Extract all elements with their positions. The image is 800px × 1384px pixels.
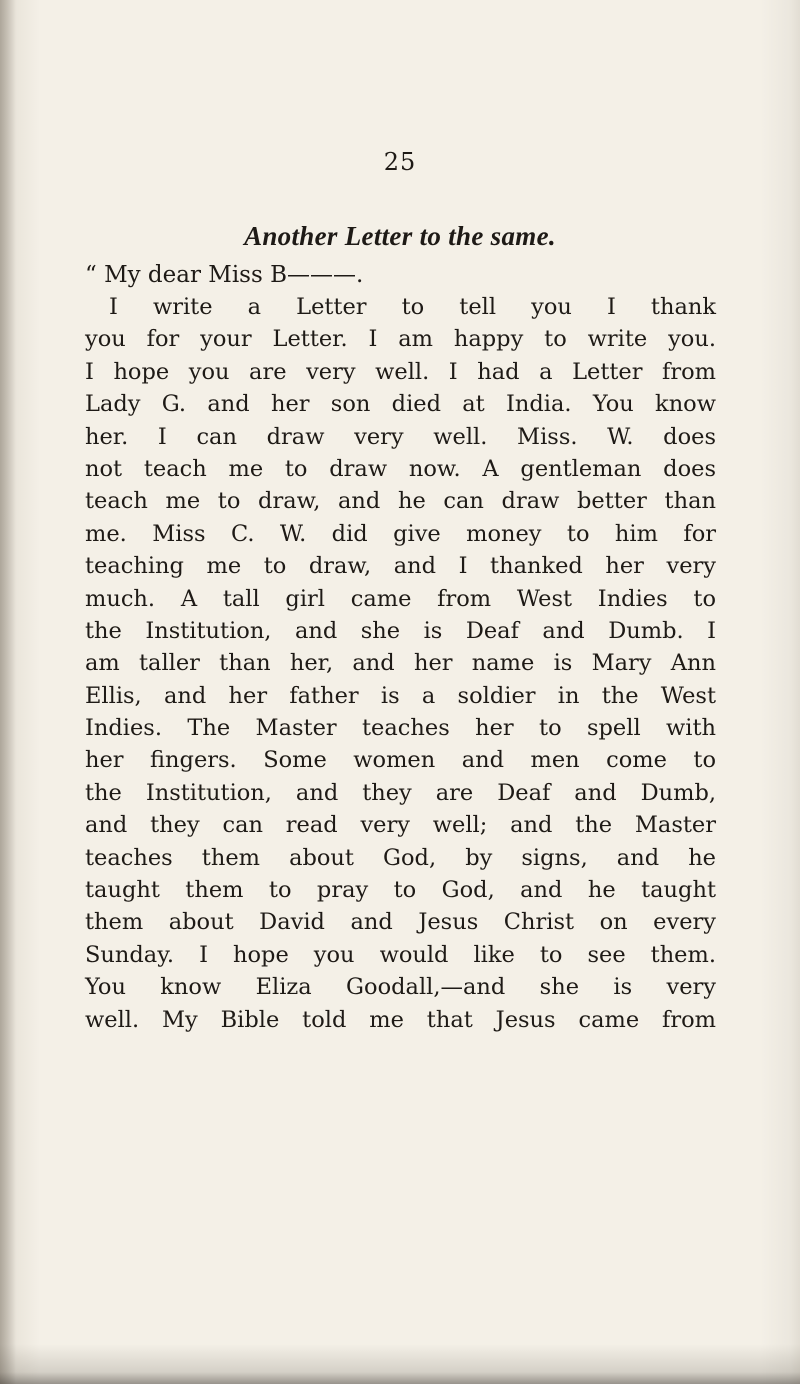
text-line: teaching me to draw, and I thanked her very	[85, 553, 716, 580]
text-line: teach me to draw, and he can draw better than	[85, 488, 716, 515]
text-line: and they can read very well; and the Master	[85, 812, 716, 839]
text-line: Sunday. I hope you would like to see them.	[85, 941, 716, 968]
text-line: You know Eliza Goodall,—and she is very	[85, 974, 716, 1001]
text-line: am taller than her, and her name is Mary Ann	[85, 650, 716, 677]
text-line: teaches them about God, by signs, and he	[85, 844, 716, 871]
salutation: “ My dear Miss B———.	[85, 262, 364, 288]
text-line: the Institution, and they are Deaf and Dumb,	[85, 779, 716, 806]
text-line: Lady G. and her son died at India. You know	[85, 391, 716, 418]
text-line: the Institution, and she is Deaf and Dumb. I	[85, 617, 716, 644]
text-line: her. I can draw very well. Miss. W. does	[85, 423, 716, 450]
text-line: me. Miss C. W. did give money to him for	[85, 520, 716, 547]
text-line: them about David and Jesus Christ on every	[85, 909, 716, 936]
text-line: Ellis, and her father is a soldier in the West	[85, 682, 716, 709]
text-line: I write a Letter to tell you I thank	[109, 294, 716, 320]
text-line: I hope you are very well. I had a Letter from	[85, 358, 716, 385]
text-line: not teach me to draw now. A gentleman does	[85, 455, 716, 482]
page-number: 25	[383, 148, 417, 176]
text-line: Indies. The Master teaches her to spell with	[85, 715, 716, 742]
text-line: her fingers. Some women and men come to	[85, 747, 716, 774]
letter-heading: Another Letter to the same.	[244, 221, 556, 251]
page-bottom-edge	[0, 1344, 800, 1384]
binding-shadow	[0, 0, 16, 1384]
text-line: you for your Letter. I am happy to write you.	[85, 326, 716, 353]
text-line: well. My Bible told me that Jesus came from	[85, 1006, 716, 1033]
text-line: taught them to pray to God, and he taught	[85, 877, 716, 904]
text-line: much. A tall girl came from West Indies to	[85, 585, 716, 612]
letter-body	[85, 291, 716, 1036]
